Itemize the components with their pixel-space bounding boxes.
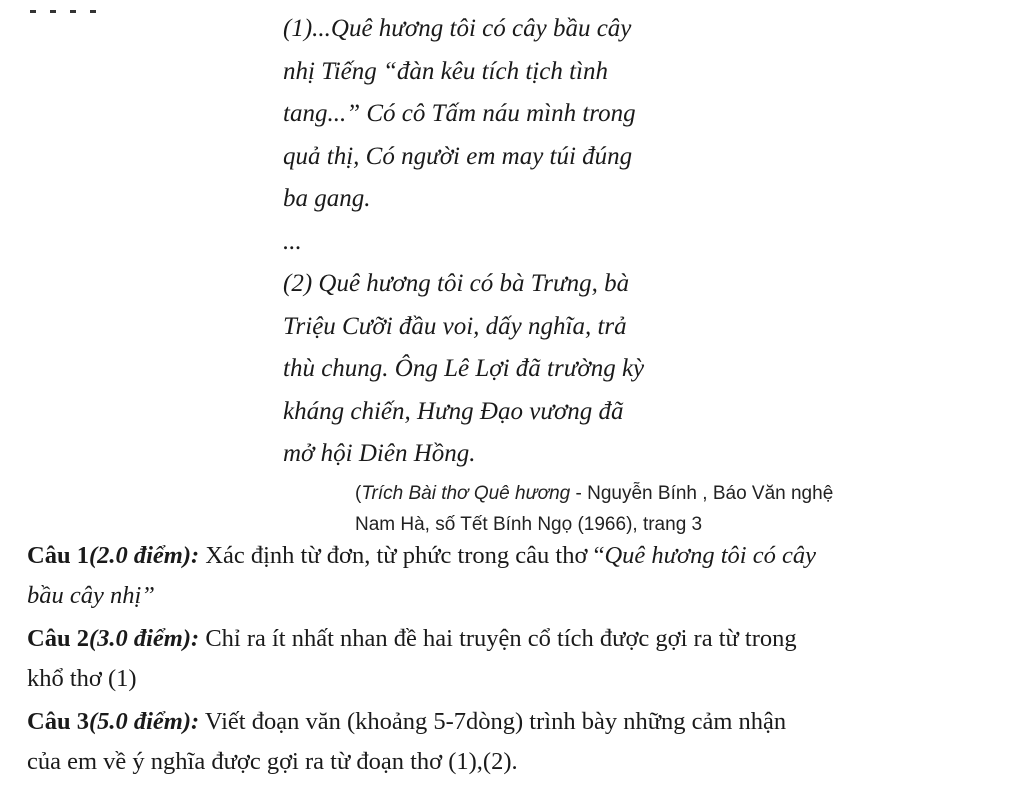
question-3-line-1 [27,702,987,742]
question-points: (2.0 điểm) [88,542,192,569]
poem-line: tang...” Có cô Tấm náu mình trong [283,100,636,127]
question-points: (3.0 điểm) [88,625,192,652]
question-1 [27,536,987,616]
question-text: Viết đoạn văn (khoảng 5-7dòng) trình bày những cảm nhận [199,708,787,735]
question-text: Xác định từ đơn, từ phức trong câu thơ “ [199,542,605,569]
cropped-top-text [30,0,140,4]
question-1-line-2: bầu cây nhị” [27,582,155,609]
question-label: Câu 1 [27,542,89,569]
question-text: Chỉ ra ít nhất nhan đề hai truyện cổ tích được gợi ra từ trong [199,625,797,652]
poem-line: kháng chiến, Hưng Đạo vương đã [283,397,624,425]
question-1-line-1 [27,536,987,576]
question-colon: : [191,708,200,735]
question-colon: : [191,542,200,569]
poem-ellipsis: ... [283,227,302,255]
question-colon: : [191,625,200,652]
source-open-paren: ( [355,483,362,504]
poem-line: (2) Quê hương tôi có bà Trưng, bà [283,270,630,297]
poem-line: mở hội Diên Hồng. [283,440,476,467]
question-3-line-2: của em về ý nghĩa được gợi ra từ đoạn thơ (1),(2). [27,748,518,775]
question-3 [27,702,987,782]
question-label: Câu 2 [27,625,89,652]
poem-line: (1)...Quê hương tôi có cây bầu cây [283,15,632,42]
source-line-2: Nam Hà, số Tết Bính Ngọ (1966), trang 3 [355,514,703,535]
question-quote: Quê hương tôi có cây [604,542,816,569]
poem-line: nhị Tiếng “đàn kêu tích tịch tình [283,57,608,85]
poem-line: thù chung. Ông Lê Lợi đã trường kỳ [283,355,645,382]
poem-line: ba gang. [283,185,371,212]
question-2-line-1 [27,619,987,659]
question-label: Câu 3 [27,708,89,735]
poem-line: quả thị, Có người em may túi đúng [283,142,633,170]
source-citation [355,478,975,540]
question-2 [27,619,987,699]
question-points: (5.0 điểm) [88,708,192,735]
question-2-line-2: khổ thơ (1) [27,665,137,692]
source-title: Trích Bài thơ Quê hương [361,483,571,504]
poem-line: Triệu Cưỡi đầu voi, dấy nghĩa, trả [283,312,627,340]
source-author-publication: - Nguyễn Bính , Báo Văn nghệ [570,483,834,504]
source-line-1 [355,478,975,509]
question-list [27,536,987,782]
poem-excerpt [283,8,723,476]
